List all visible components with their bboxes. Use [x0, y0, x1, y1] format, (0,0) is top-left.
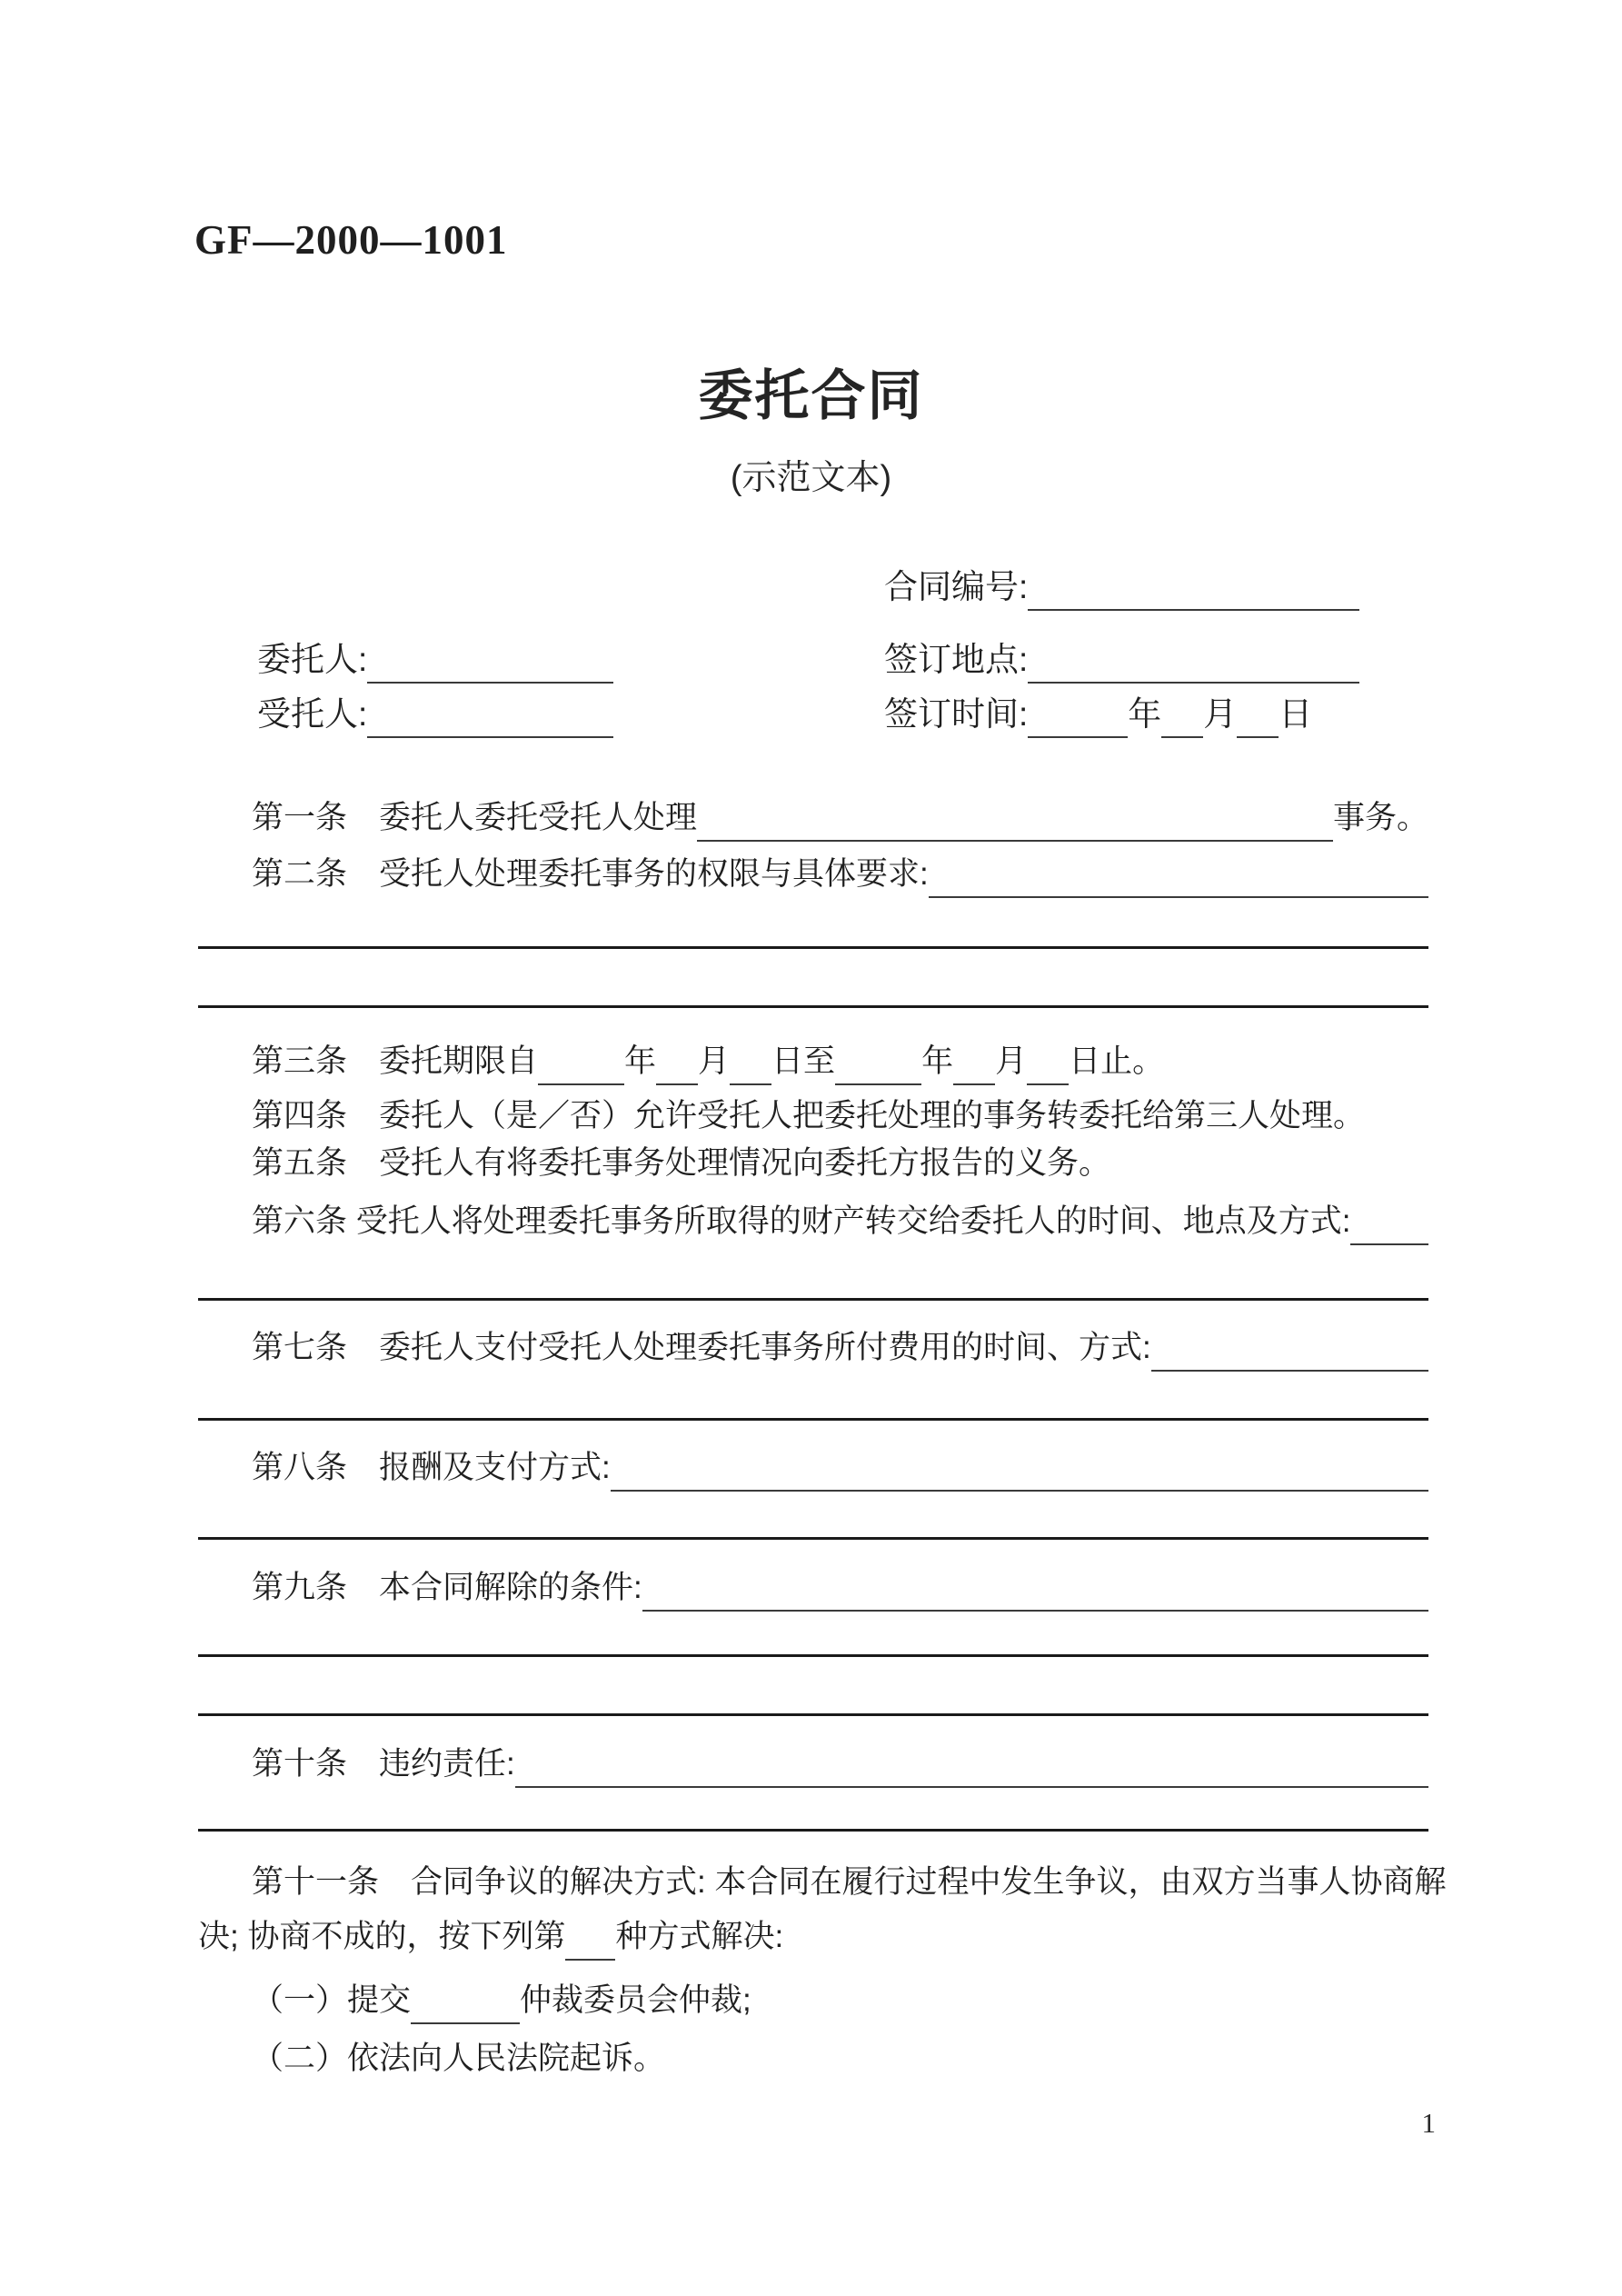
item-2-text: （二）依法向人民法院起诉。	[252, 2041, 666, 2076]
year-label: 年	[624, 1043, 657, 1079]
clause-1	[198, 793, 1428, 842]
clause-9	[198, 1562, 1428, 1612]
client-blank	[367, 671, 613, 684]
clause-2-blank	[929, 885, 1428, 898]
clause-10-text: 第十条 违约责任:	[252, 1746, 515, 1782]
clause-5	[198, 1138, 1428, 1187]
blank-writing-line	[198, 1713, 1428, 1716]
contract-no-row	[0, 560, 1622, 611]
clause-3-until-text: 日至	[771, 1043, 836, 1079]
clause-3-text: 第三条 委托期限自	[252, 1043, 539, 1079]
blank-writing-line	[198, 1829, 1428, 1832]
item-1-text: （一）提交	[252, 1982, 412, 2018]
page-number: 1	[1421, 2107, 1436, 2139]
clause-3-to-year-blank	[835, 1073, 921, 1085]
clause-11-item-1	[198, 1975, 1428, 2024]
clause-10-blank	[515, 1775, 1428, 1788]
clause-3	[198, 1036, 1428, 1085]
sign-place-blank	[1028, 671, 1359, 684]
client-signplace-row	[0, 633, 1622, 684]
blank-writing-line	[198, 946, 1428, 949]
sign-time-year-blank	[1028, 725, 1128, 738]
clause-11-text-line2-suffix: 种方式解决:	[615, 1919, 784, 1954]
clause-3-end-text: 日止。	[1069, 1043, 1165, 1079]
clause-7-text: 第七条 委托人支付受托人处理委托事务所付费用的时间、方式:	[252, 1330, 1151, 1365]
clause-8	[198, 1442, 1428, 1492]
sign-time-day-blank	[1237, 725, 1279, 738]
trustee-blank	[367, 725, 613, 738]
month-label: 月	[698, 1043, 731, 1079]
clause-11-text-line1: 第十一条 合同争议的解决方式: 本合同在履行过程中发生争议，由双方当事人协商解	[252, 1864, 1447, 1900]
clause-3-from-year-blank	[538, 1073, 624, 1085]
clause-6-text: 第六条 受托人将处理委托事务所取得的财产转交给委托人的时间、地点及方式:	[252, 1203, 1351, 1239]
clause-3-from-day-blank	[730, 1073, 771, 1085]
clause-7-blank	[1151, 1359, 1428, 1372]
clause-11-line-2	[198, 1912, 1428, 1961]
blank-writing-line	[198, 1005, 1428, 1008]
clause-4-text: 第四条 委托人（是／否）允许受托人把委托处理的事务转委托给第三人处理。	[252, 1098, 1366, 1133]
clause-8-text: 第八条 报酬及支付方式:	[252, 1450, 611, 1485]
document-subtitle: (示范文本)	[730, 459, 892, 497]
clause-1-suffix: 事务。	[1332, 800, 1428, 835]
clause-3-to-month-blank	[953, 1073, 995, 1085]
clause-3-from-month-blank	[656, 1073, 698, 1085]
sign-time-month-blank	[1161, 725, 1203, 738]
clause-5-text: 第五条 受托人有将委托事务处理情况向委托方报告的义务。	[252, 1145, 1111, 1181]
blank-writing-line	[198, 1418, 1428, 1421]
year-label: 年	[1128, 695, 1162, 733]
clause-4	[198, 1091, 1428, 1140]
item-1-arbitration-blank	[411, 2011, 520, 2024]
clause-2	[198, 849, 1428, 898]
trustee-signtime-row	[0, 687, 1622, 738]
clause-2-text: 第二条 受托人处理委托事务的权限与具体要求:	[252, 856, 929, 892]
item-1-suffix: 仲裁委员会仲裁;	[520, 1982, 751, 2018]
trustee-label: 受托人:	[257, 695, 368, 733]
clause-1-text: 第一条 委托人委托受托人处理	[252, 800, 698, 835]
clause-11-method-blank	[565, 1948, 615, 1961]
clause-1-blank	[697, 829, 1333, 842]
clause-9-blank	[642, 1599, 1428, 1612]
year-label: 年	[921, 1043, 954, 1079]
contract-no-blank	[1028, 598, 1359, 611]
blank-writing-line	[198, 1654, 1428, 1657]
contract-no-label: 合同编号:	[884, 568, 1029, 605]
month-label: 月	[995, 1043, 1028, 1079]
client-label: 委托人:	[257, 641, 368, 678]
clause-7	[198, 1323, 1428, 1372]
sign-place-label: 签订地点:	[884, 641, 1029, 678]
document-code: GF—2000—1001	[194, 217, 508, 263]
document-title: 委托合同	[698, 365, 924, 426]
blank-writing-line	[198, 1537, 1428, 1540]
clause-3-to-day-blank	[1027, 1073, 1069, 1085]
clause-11-text-line2: 决; 协商不成的，按下列第	[198, 1919, 566, 1954]
day-label: 日	[1279, 695, 1313, 733]
clause-6	[198, 1196, 1428, 1245]
clause-11-line-1	[198, 1857, 1447, 1906]
clause-6-blank	[1350, 1233, 1428, 1245]
clause-9-text: 第九条 本合同解除的条件:	[252, 1570, 642, 1605]
clause-10	[198, 1739, 1428, 1788]
sign-time-label: 签订时间:	[884, 695, 1029, 733]
clause-8-blank	[611, 1479, 1428, 1492]
blank-writing-line	[198, 1298, 1428, 1301]
clause-11-item-2	[198, 2033, 1428, 2082]
month-label: 月	[1203, 695, 1238, 733]
